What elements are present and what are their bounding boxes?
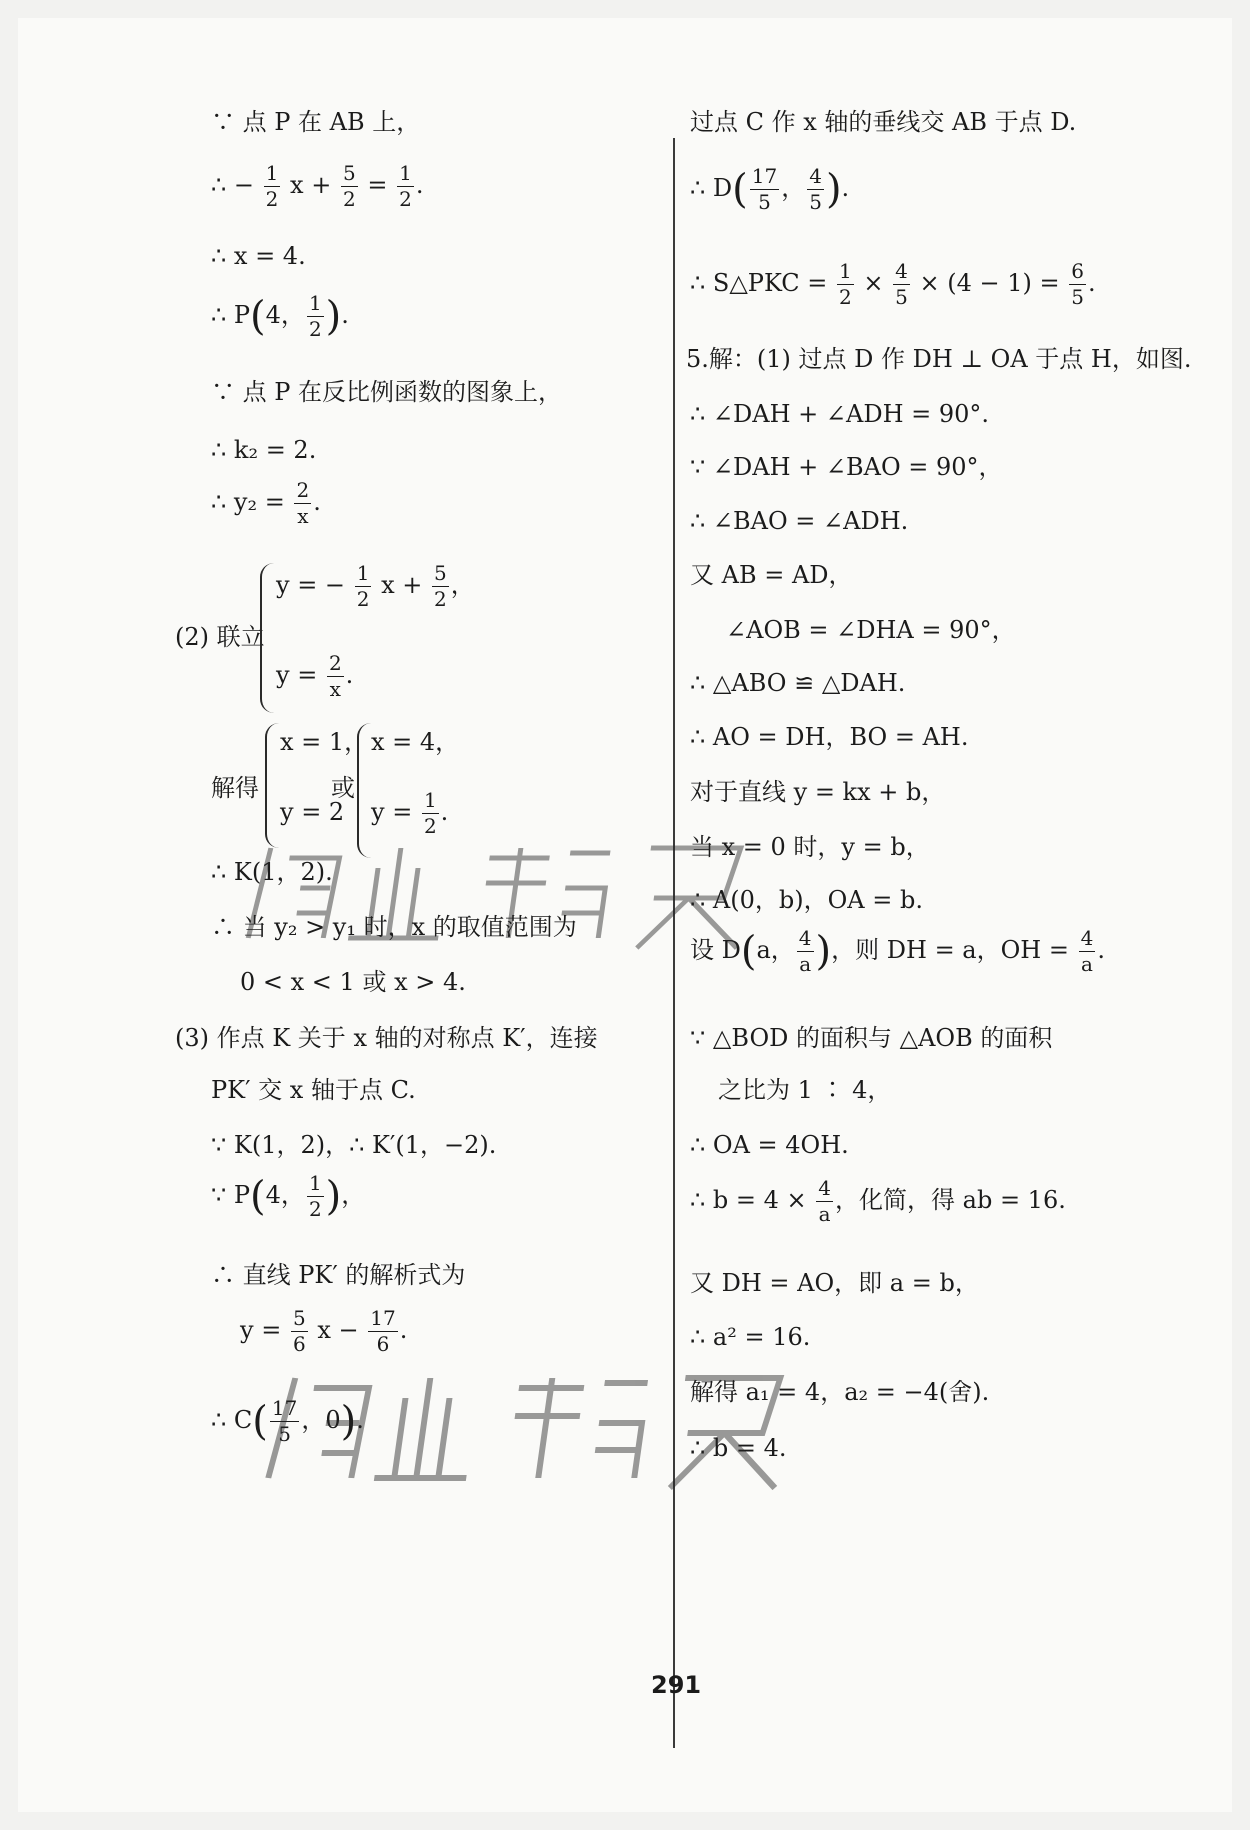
left-line-8: ∴ K(1，2). <box>211 858 333 886</box>
right-line-15: 设 D(a， $\frac{4}{a}$ )，则 DH = a，OH = $\frac{4}{a}$ . <box>690 926 1105 976</box>
left-line-1: ∵ 点 P 在 AB 上， <box>211 108 421 136</box>
solution-a-x: x = 1， <box>280 728 369 756</box>
watermark-logo <box>253 1358 833 1502</box>
watermark-logo <box>232 828 793 980</box>
right-line-2: ∴ D( $\frac{17}{5}$ ， $\frac{4}{5}$ ). <box>690 164 850 214</box>
solution-b-x: x = 4， <box>371 728 460 756</box>
left-line-12: PK′ 交 x 轴于点 C. <box>211 1076 416 1104</box>
page-number: 291 <box>651 1671 702 1699</box>
left-line-6: ∴ k₂ = 2. <box>211 436 317 464</box>
right-line-4: 5.解：(1) 过点 D 作 DH ⊥ OA 于点 H，如图. <box>686 345 1192 373</box>
right-line-20: 又 DH = AO，即 a = b， <box>690 1269 979 1297</box>
fraction-1-2: $\frac{1}{2}$ <box>265 161 279 211</box>
right-line-21: ∴ a² = 16. <box>690 1323 811 1351</box>
right-line-18: ∴ OA = 4OH. <box>690 1131 849 1159</box>
solve-label: 解得 <box>211 774 259 802</box>
system-label: (2) 联立 <box>175 623 265 651</box>
right-line-19: ∴ b = 4 × $\frac{4}{a}$ ，化简，得 ab = 16. <box>690 1176 1066 1226</box>
system-eq-1: y = − $\frac{1}{2}$ x + $\frac{5}{2}$ ， <box>276 561 475 611</box>
left-line-15: ∴ 直线 PK′ 的解析式为 <box>211 1261 466 1289</box>
page <box>18 18 1232 1812</box>
left-line-2: ∴ − $\frac{1}{2}$ x + $\frac{5}{2}$ = $\frac{1}{2}$ . <box>211 161 424 211</box>
fraction-5-6: $\frac{5}{6}$ <box>292 1306 306 1356</box>
right-line-8: 又 AB = AD， <box>690 561 853 589</box>
right-line-1: 过点 C 作 x 轴的垂线交 AB 于点 D. <box>690 108 1077 136</box>
right-line-12: 对于直线 y = kx + b， <box>690 778 946 806</box>
right-line-3: ∴ S△PKC = $\frac{1}{2}$ × $\frac{4}{5}$ × (4 − 1) = $\frac{6}{5}$ . <box>690 259 1096 309</box>
right-line-22: 解得 a₁ = 4，a₂ = −4(舍). <box>690 1378 990 1406</box>
right-line-10: ∴ △ABO ≌ △DAH. <box>690 669 906 697</box>
fraction-5-2: $\frac{5}{2}$ <box>342 161 356 211</box>
left-line-10: 0 < x < 1 或 x > 4. <box>240 968 466 996</box>
left-line-14: ∵ P(4， $\frac{1}{2}$ )， <box>211 1171 366 1221</box>
left-brace <box>260 563 274 713</box>
right-line-11: ∴ AO = DH，BO = AH. <box>690 723 969 751</box>
right-line-7: ∴ ∠BAO = ∠ADH. <box>690 507 909 535</box>
solution-b-y: y = $\frac{1}{2}$ . <box>371 788 449 838</box>
fraction-17-6: $\frac{17}{6}$ <box>370 1306 396 1356</box>
left-line-5: ∵ 点 P 在反比例函数的图象上， <box>211 378 563 406</box>
left-line-13: ∵ K(1，2)，∴ K′(1，−2). <box>211 1131 497 1159</box>
right-line-23: ∴ b = 4. <box>690 1434 787 1462</box>
fraction-2-x: $\frac{2}{x}$ <box>296 478 310 528</box>
left-line-9: ∴ 当 y₂ > y₁ 时，x 的取值范围为 <box>211 913 577 941</box>
left-line-16: y = $\frac{5}{6}$ x − $\frac{17}{6}$ . <box>240 1306 408 1356</box>
fraction-1-2: $\frac{1}{2}$ <box>399 161 412 211</box>
left-line-7: ∴ y₂ = $\frac{2}{x}$ . <box>211 478 321 528</box>
left-line-3: ∴ x = 4. <box>211 242 306 270</box>
left-line-4: ∴ P(4， $\frac{1}{2}$ ). <box>211 291 349 341</box>
right-line-5: ∴ ∠DAH + ∠ADH = 90°. <box>690 400 990 428</box>
right-line-9: ∠AOB = ∠DHA = 90°， <box>726 616 1016 644</box>
right-line-17: 之比为 1 ∶ 4， <box>718 1076 892 1104</box>
right-line-13: 当 x = 0 时，y = b， <box>690 833 930 861</box>
right-line-14: ∴ A(0，b)，OA = b. <box>690 886 923 914</box>
right-line-6: ∵ ∠DAH + ∠BAO = 90°， <box>690 453 1003 481</box>
left-line-17: ∴ C( $\frac{17}{5}$ ，0). <box>211 1396 364 1446</box>
or-word: 或 <box>331 774 355 802</box>
right-line-16: ∵ △BOD 的面积与 △AOB 的面积 <box>690 1024 1053 1052</box>
system-eq-2: y = $\frac{2}{x}$ . <box>276 651 354 701</box>
left-line-11: (3) 作点 K 关于 x 轴的对称点 K′，连接 <box>175 1024 598 1052</box>
solution-a-y: y = 2 <box>280 798 345 826</box>
